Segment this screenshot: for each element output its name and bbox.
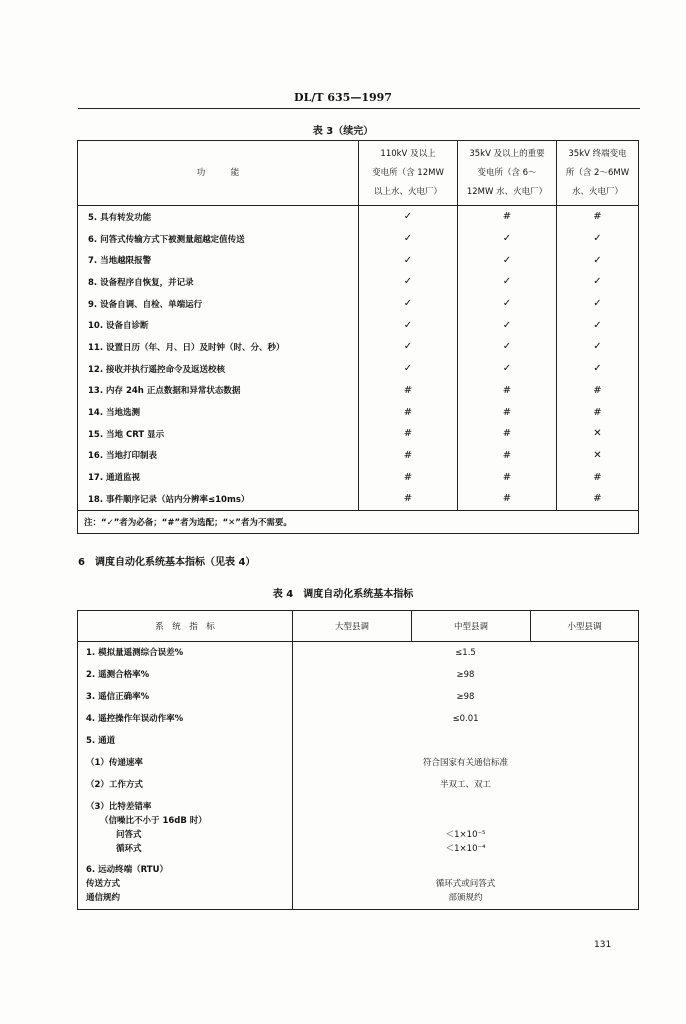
table4-value-line: 循环式或问答式 <box>435 879 496 890</box>
table3-mark-cell: ✕ <box>557 423 639 445</box>
table3-mark-cell: ✓ <box>359 336 458 358</box>
table3-row <box>78 206 639 228</box>
table3-caption: 表 3（续完） <box>312 126 374 137</box>
table4-indicator-line: 1. 模拟量遥测综合误差% <box>86 647 184 658</box>
table3-mark-cell: ✓ <box>359 228 458 250</box>
table3-note: 注：“✓”者为必备；“#”者为选配；“✕”者为不需要。 <box>78 510 639 533</box>
table3-mark-cell: # <box>557 401 639 423</box>
table4-value-line: ＜1×10⁻⁵ <box>445 829 486 840</box>
table3-mark-cell: # <box>458 380 557 402</box>
table4-value-line: 半双工、双工 <box>439 779 491 790</box>
table3-row <box>78 488 639 510</box>
table4-value-cell <box>293 708 639 730</box>
table4-row <box>78 796 639 860</box>
table3-function-cell: 7. 当地越限报警 <box>88 256 152 267</box>
table3-mark-cell: ✓ <box>557 228 639 250</box>
table4-col-small: 小型县调 <box>531 611 639 642</box>
table4-value-line: 符合国家有关通信标准 <box>422 757 508 768</box>
table3-row <box>78 466 639 488</box>
table3-function-cell: 18. 事件顺序记录（站内分辨率≤10ms） <box>88 494 250 505</box>
table4-row <box>78 774 639 796</box>
table4-row <box>78 860 639 910</box>
table3-function-cell: 15. 当地 CRT 显示 <box>88 429 165 440</box>
table3-mark-cell: # <box>458 445 557 467</box>
table3-mark-cell: ✓ <box>557 293 639 315</box>
table4-value-cell <box>293 774 639 796</box>
table4-value-line <box>293 734 638 748</box>
table4-row <box>78 730 639 752</box>
table3-row <box>78 249 639 271</box>
document-header: DL/T 635—1997 <box>294 91 392 104</box>
table4-indicator-line: 传送方式 <box>86 879 121 890</box>
table3-mark-cell: ✓ <box>557 271 639 293</box>
table3-mark-cell: ✕ <box>557 445 639 467</box>
table3-mark-cell: # <box>359 488 458 510</box>
table4-row <box>78 708 639 730</box>
table3-mark-cell: # <box>458 466 557 488</box>
table3-function-cell: 10. 设备自诊断 <box>88 321 149 332</box>
table4-row <box>78 752 639 774</box>
header-rule <box>78 108 640 109</box>
table4-value-line <box>293 800 638 814</box>
table4-col-medium: 中型县调 <box>412 611 531 642</box>
table3-mark-cell: ✓ <box>458 249 557 271</box>
table3-col1-line: 以上水、火电厂） <box>373 186 442 197</box>
table3-mark-cell: ✓ <box>359 358 458 380</box>
table3-col1-line: 变电所（含 12MW <box>372 167 444 178</box>
table4-indicator-cell <box>78 860 293 910</box>
table4-value-line: ≥98 <box>456 691 475 702</box>
table3-row <box>78 314 639 336</box>
table3-mark-cell: ✓ <box>458 271 557 293</box>
table3-function-cell: 6. 问答式传输方式下被测量超越定值传送 <box>88 234 245 245</box>
table3-mark-cell: # <box>458 423 557 445</box>
table3-function-cell: 13. 内存 24h 正点数据和异常状态数据 <box>88 386 241 397</box>
table4-row <box>78 664 639 686</box>
table4-value-line: 部颁规约 <box>448 893 483 904</box>
table3-mark-cell: ✓ <box>359 293 458 315</box>
table3-row <box>78 401 639 423</box>
table4-indicator-line: （3）比特差错率 <box>86 801 152 812</box>
table3-mark-cell: # <box>557 488 639 510</box>
table3-mark-cell: ✓ <box>359 314 458 336</box>
table3-col-function: 功 能 <box>78 141 359 206</box>
table3-function-cell: 16. 当地打印制表 <box>88 451 158 462</box>
table3-mark-cell: ✓ <box>458 358 557 380</box>
table4-value-cell <box>293 642 639 664</box>
table4-header-row <box>78 611 639 642</box>
table4-indicator-cell <box>78 752 293 774</box>
table4-value-line: ＜1×10⁻⁴ <box>445 843 486 854</box>
table3-col2-line: 12MW 水、火电厂） <box>466 186 548 197</box>
table3-function-cell: 17. 通道监视 <box>88 473 141 484</box>
table3-row <box>78 228 639 250</box>
table3-function-cell: 5. 具有转发功能 <box>88 212 152 223</box>
table3-function-cell: 12. 接收并执行遥控命令及返送校核 <box>88 364 226 375</box>
table3-header-row <box>78 141 639 206</box>
table4-indicator-line: 4. 遥控操作年误动作率% <box>86 713 184 724</box>
table4-indicator-line: 通信规约 <box>86 893 121 904</box>
table4-value-cell <box>293 860 639 910</box>
table3-mark-cell: ✓ <box>458 336 557 358</box>
table4-indicator-line: 6. 远动终端（RTU） <box>86 865 168 876</box>
table3-row <box>78 445 639 467</box>
table4-indicator-line: 2. 遥测合格率% <box>86 669 150 680</box>
table3-row <box>78 358 639 380</box>
table4-indicator-cell <box>78 686 293 708</box>
table3-mark-cell: # <box>557 206 639 228</box>
table3-function-cell: 11. 设置日历（年、月、日）及时钟（时、分、秒） <box>88 342 285 353</box>
table4-indicator-cell <box>78 708 293 730</box>
table4-value-line <box>293 814 638 828</box>
table4-indicator-line: （信噪比不小于 16dB 时） <box>100 815 207 826</box>
table4-indicator-cell <box>78 796 293 860</box>
table4-indicator-line: （2）工作方式 <box>86 779 143 790</box>
table4-row <box>78 642 639 664</box>
table3-col3 <box>557 141 639 206</box>
table3-mark-cell: ✓ <box>359 271 458 293</box>
table3-mark-cell: ✓ <box>458 314 557 336</box>
table4-indicator-cell <box>78 730 293 752</box>
page-number: 131 <box>594 940 612 950</box>
table3-mark-cell: ✓ <box>458 228 557 250</box>
table3-mark-cell: ✓ <box>557 358 639 380</box>
table3 <box>77 140 639 534</box>
table3-mark-cell: # <box>458 206 557 228</box>
table3-mark-cell: ✓ <box>557 314 639 336</box>
table4-value-cell <box>293 686 639 708</box>
table3-row <box>78 423 639 445</box>
table4-value-line: ≤1.5 <box>455 647 476 658</box>
table3-col2-line: 35kV 及以上的重要 <box>469 148 545 159</box>
table4-indicator-line: （1）传递速率 <box>86 757 143 768</box>
table3-mark-cell: # <box>359 380 458 402</box>
table4-col-indicator: 系 统 指 标 <box>78 611 293 642</box>
table4-indicator-cell <box>78 774 293 796</box>
table3-row <box>78 293 639 315</box>
table3-mark-cell: # <box>557 466 639 488</box>
table3-col1 <box>359 141 458 206</box>
table3-col3-line: 所（含 2～6MW <box>565 167 630 178</box>
table3-row <box>78 336 639 358</box>
table3-mark-cell: # <box>458 488 557 510</box>
table4-value-line: ≤0.01 <box>452 713 479 724</box>
table3-col3-line: 水、火电厂） <box>571 186 623 197</box>
table4-value-cell <box>293 664 639 686</box>
table3-row <box>78 380 639 402</box>
table4 <box>77 610 639 910</box>
table3-mark-cell: # <box>359 466 458 488</box>
table4-col-large: 大型县调 <box>293 611 412 642</box>
table4-indicator-line: 问答式 <box>116 829 142 840</box>
table4-value-cell <box>293 752 639 774</box>
table3-mark-cell: # <box>557 380 639 402</box>
table3-mark-cell: # <box>359 401 458 423</box>
table3-mark-cell: ✓ <box>557 249 639 271</box>
section-6-heading: 6 调度自动化系统基本指标（见表 4） <box>78 557 256 568</box>
table4-indicator-cell <box>78 642 293 664</box>
table3-mark-cell: ✓ <box>458 293 557 315</box>
table4-value-cell <box>293 796 639 860</box>
table3-row <box>78 271 639 293</box>
table3-function-cell: 14. 当地选测 <box>88 408 141 419</box>
table3-function-cell: 8. 设备程序自恢复，并记录 <box>88 277 194 288</box>
table4-value-cell <box>293 730 639 752</box>
table3-mark-cell: ✓ <box>359 206 458 228</box>
table3-col3-line: 35kV 终端变电 <box>568 148 627 159</box>
table3-col2 <box>458 141 557 206</box>
table3-mark-cell: # <box>458 401 557 423</box>
table4-caption: 表 4 调度自动化系统基本指标 <box>272 589 414 600</box>
table3-note-row <box>78 510 639 533</box>
table3-mark-cell: ✓ <box>359 249 458 271</box>
table3-function-cell: 9. 设备自调、自检、单端运行 <box>88 299 203 310</box>
table3-col1-line: 110kV 及以上 <box>380 148 436 159</box>
table4-value-line: ≥98 <box>456 669 475 680</box>
table3-mark-cell: ✓ <box>557 336 639 358</box>
table3-mark-cell: # <box>359 445 458 467</box>
table3-mark-cell: # <box>359 423 458 445</box>
table4-row <box>78 686 639 708</box>
table4-indicator-cell <box>78 664 293 686</box>
table4-value-line <box>293 863 638 877</box>
table4-indicator-line: 循环式 <box>116 843 142 854</box>
table4-indicator-line: 3. 遥信正确率% <box>86 691 150 702</box>
table3-col2-line: 变电所（含 6～ <box>477 167 537 178</box>
table4-indicator-line: 5. 通道 <box>86 735 116 746</box>
